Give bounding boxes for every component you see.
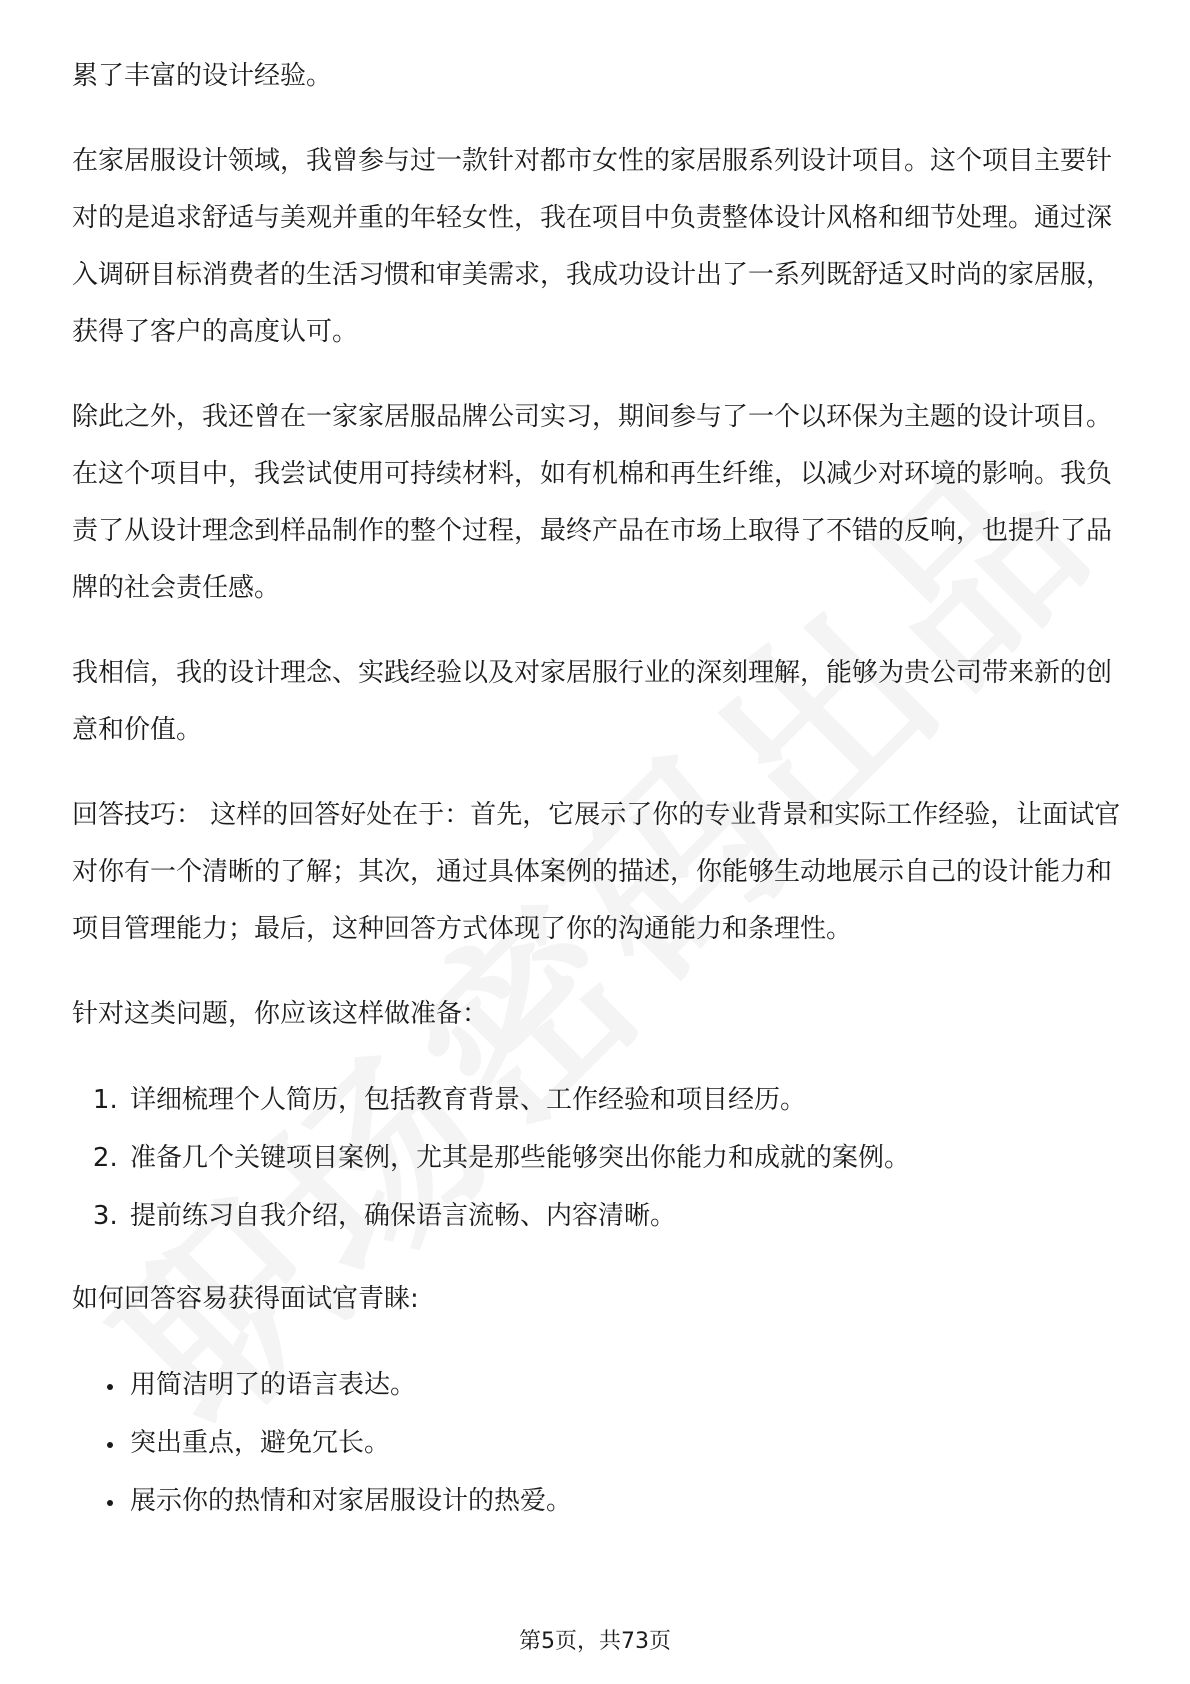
page-number-footer: 第5页，共73页 [519,1629,671,1654]
paragraph-prep-heading: 针对这类问题，你应该这样做准备： [72,999,489,1029]
list-item: • 展示你的热情和对家居服设计的热爱。 [126,1472,1122,1530]
prep-list [72,1071,1122,1245]
list-item: 1. 详细梳理个人简历，包括教育背景、工作经验和项目经历。 [126,1071,1122,1129]
list-item: 2. 准备几个关键项目案例，尤其是那些能够突出你能力和成就的案例。 [126,1129,1122,1187]
list-item: 3. 提前练习自我介绍，确保语言流畅、内容清晰。 [126,1187,1122,1245]
paragraph-intro-continuation: 累了丰富的设计经验。 [72,61,333,91]
document-body [72,48,1122,1556]
list-item: • 用简洁明了的语言表达。 [126,1356,1122,1414]
paragraph-homewear-project: 在家居服设计领域，我曾参与过一款针对都市女性的家居服系列设计项目。这个项目主要针对的是追求舒适与美观并重的年轻女性，我在项目中负责整体设计风格和细节处理。通过深入调研目标消费者的生活习惯和审美需求，我成功设计出了一系列既舒适又时尚的家居服，获得了客户的高度认可。 [72,146,1113,347]
list-item: • 突出重点，避免冗长。 [126,1414,1122,1472]
tips-list [72,1356,1122,1530]
paragraph-answer-tips: 回答技巧： 这样的回答好处在于：首先，它展示了你的专业背景和实际工作经验，让面试官对你有一个清晰的了解；其次，通过具体案例的描述，你能够生动地展示自己的设计能力和项目管理能力；最后，这种回答方式体现了你的沟通能力和条理性。 [72,800,1121,944]
paragraph-conclusion: 我相信，我的设计理念、实践经验以及对家居服行业的深刻理解，能够为贵公司带来新的创意和价值。 [72,658,1113,745]
paragraph-eco-project: 除此之外，我还曾在一家家居服品牌公司实习，期间参与了一个以环保为主题的设计项目。在这个项目中，我尝试使用可持续材料，如有机棉和再生纤维，以减少对环境的影响。我负责了从设计理念到样品制作的整个过程，最终产品在市场上取得了不错的反响，也提升了品牌的社会责任感。 [72,402,1113,603]
tips-heading: 如何回答容易获得面试官青睐: [72,1284,419,1314]
